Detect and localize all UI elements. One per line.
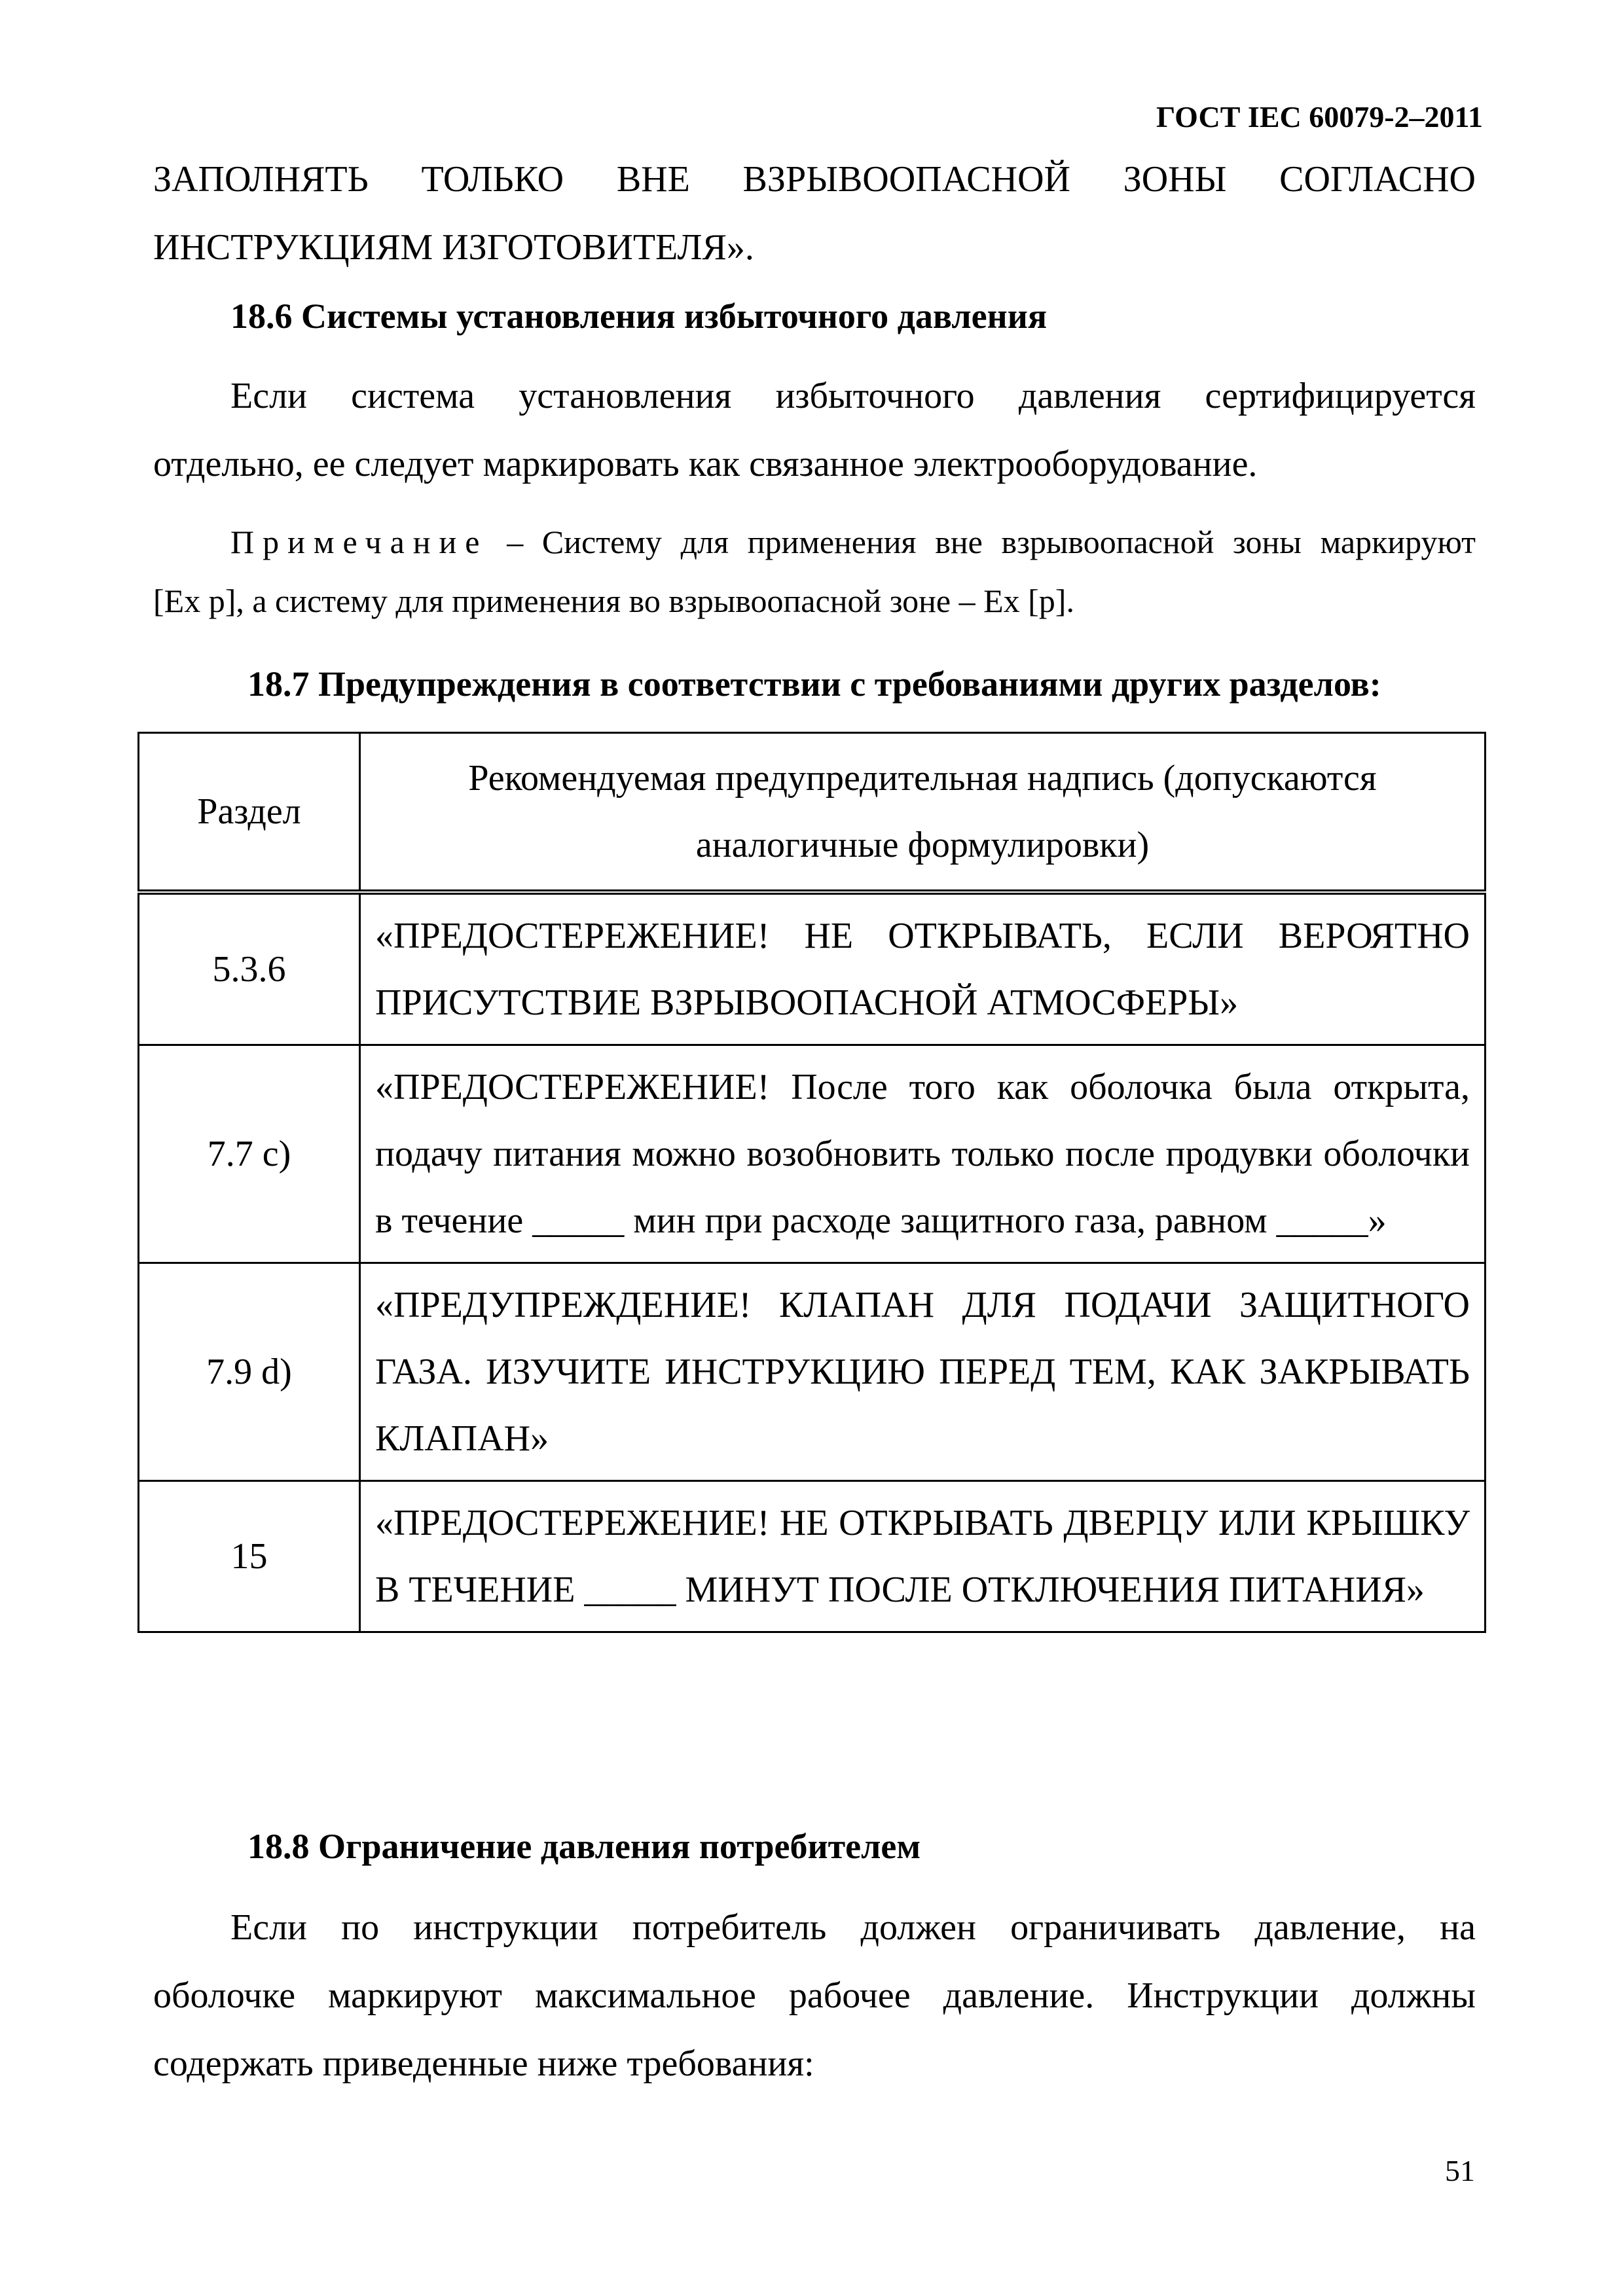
- intro-line-1: ЗАПОЛНЯТЬ ТОЛЬКО ВНЕ ВЗРЫВООПАСНОЙ ЗОНЫ СОГЛАСНО: [153, 159, 1476, 200]
- section-18-8-line-1: Если по инструкции потребитель должен ограничивать давление, на: [230, 1907, 1476, 1948]
- row-section-cell: 15: [139, 1481, 360, 1632]
- row-text-cell: «ПРЕДОСТЕРЕЖЕНИЕ! НЕ ОТКРЫВАТЬ, ЕСЛИ ВЕРОЯТНО ПРИСУТСТВИЕ ВЗРЫВООПАСНОЙ АТМОСФЕРЫ»: [360, 892, 1486, 1045]
- row-text-cell: «ПРЕДУПРЕЖДЕНИЕ! КЛАПАН ДЛЯ ПОДАЧИ ЗАЩИТНОГО ГАЗА. ИЗУЧИТЕ ИНСТРУКЦИЮ ПЕРЕД ТЕМ, КАК ЗАКРЫВАТЬ КЛАПАН»: [360, 1263, 1486, 1481]
- header-section-cell: Раздел: [139, 733, 360, 893]
- row-section-cell: 5.3.6: [139, 892, 360, 1045]
- table-row: [139, 1263, 1486, 1481]
- section-18-8-line-3: содержать приведенные ниже требования:: [153, 2043, 814, 2084]
- warnings-table: [137, 732, 1486, 1633]
- row-text-cell: «ПРЕДОСТЕРЕЖЕНИЕ! НЕ ОТКРЫВАТЬ ДВЕРЦУ ИЛИ КРЫШКУ В ТЕЧЕНИЕ _____ МИНУТ ПОСЛЕ ОТКЛЮЧЕНИЯ ПИТАНИЯ»: [360, 1481, 1486, 1632]
- page-number: 51: [1445, 2154, 1475, 2187]
- row-section-cell: 7.9 d): [139, 1263, 360, 1481]
- note-line-1: [153, 512, 1476, 571]
- section-18-7-title: 18.7 Предупреждения в соответствии с требованиями других разделов:: [247, 664, 1381, 704]
- section-18-6-title: 18.6 Системы установления избыточного давления: [230, 296, 1048, 336]
- table-row: [139, 1481, 1486, 1632]
- warnings-table-body: [139, 892, 1486, 1632]
- warnings-table-header: [139, 733, 1486, 893]
- intro-line-2: ИНСТРУКЦИЯМ ИЗГОТОВИТЕЛЯ».: [153, 227, 754, 268]
- row-text-cell: «ПРЕДОСТЕРЕЖЕНИЕ! После того как оболочка была открыта, подачу питания можно возобновить только после продувки оболочки в течение _____ мин при расходе защитного газа, равном _____»: [360, 1045, 1486, 1263]
- section-18-8-title: 18.8 Ограничение давления потребителем: [247, 1827, 921, 1866]
- section-18-6-note: [153, 512, 1476, 630]
- note-line-2: [Ex p], а систему для применения во взрывоопасной зоне – Ex [p].: [153, 583, 1074, 619]
- intro-paragraph: [153, 145, 1476, 281]
- section-18-6-line-1: Если система установления избыточного давления сертифицируется: [230, 376, 1476, 416]
- section-18-6-paragraph: [153, 362, 1476, 498]
- note-text-1: – Систему для применения вне взрывоопасной зоны маркируют: [507, 524, 1476, 560]
- page-header-standard: ГОСТ IEC 60079-2–2011: [1156, 100, 1483, 134]
- table-row: [139, 1045, 1486, 1263]
- table-row: [139, 892, 1486, 1045]
- header-text-cell: Рекомендуемая предупредительная надпись (допускаются аналогичные формулировки): [360, 733, 1486, 893]
- note-label: Примечание: [230, 524, 488, 560]
- section-18-6-line-2: отдельно, ее следует маркировать как связанное электрооборудование.: [153, 444, 1258, 484]
- table-header-row: [139, 733, 1486, 893]
- section-18-8-line-2: оболочке маркируют максимальное рабочее давление. Инструкции должны: [153, 1975, 1476, 2016]
- section-18-8-paragraph: [153, 1893, 1476, 2098]
- row-section-cell: 7.7 c): [139, 1045, 360, 1263]
